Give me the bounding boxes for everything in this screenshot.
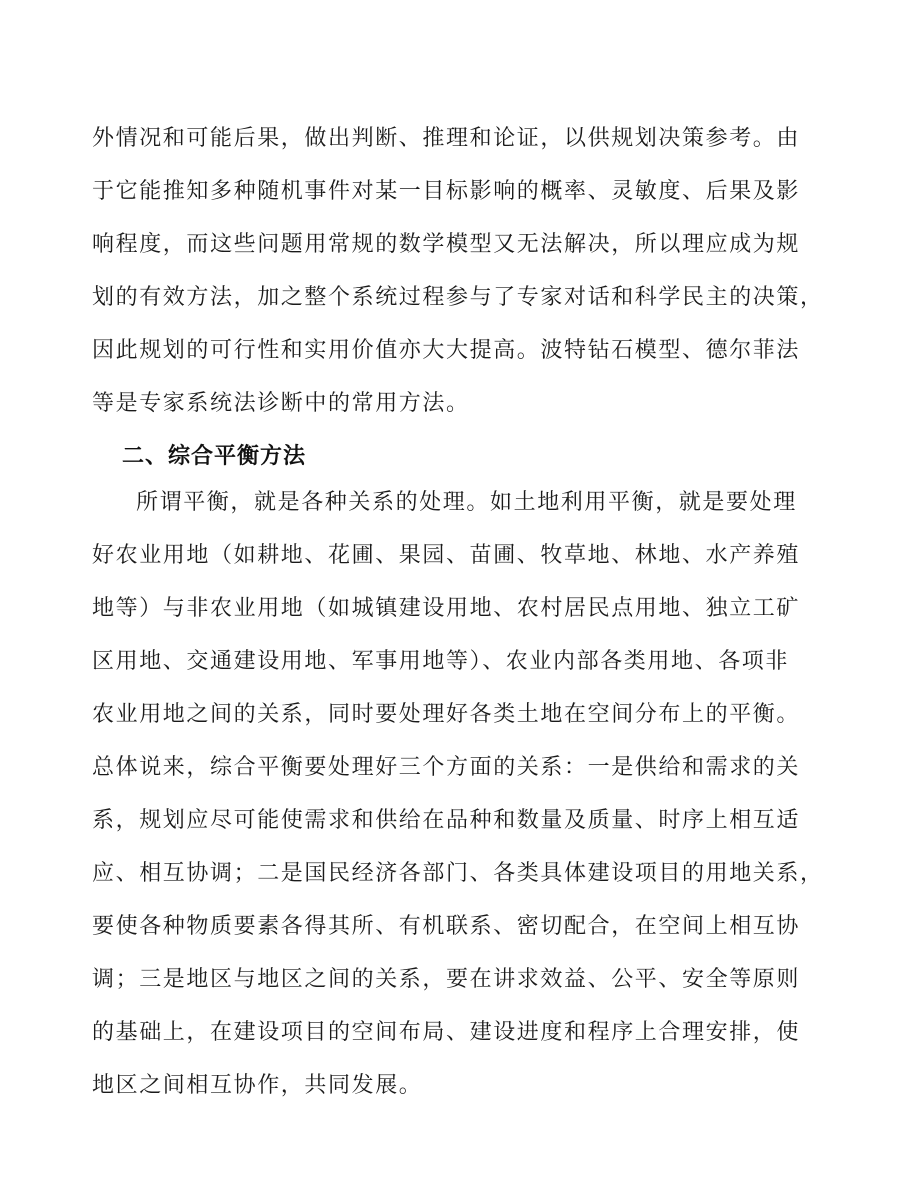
paragraph-1-line-6: 等是专家系统法诊断中的常用方法。 (92, 391, 470, 416)
paragraph-2-line-5: 农业用地之间的关系，同时要处理好各类土地在空间分布上的平衡。 (92, 702, 801, 727)
paragraph-1-line-5: 因此规划的可行性和实用价值亦大大提高。波特钻石模型、德尔菲法 (92, 338, 801, 363)
paragraph-2-line-12: 地区之间相互协作，共同发展。 (92, 1073, 423, 1098)
paragraph-1-line-3: 响程度，而这些问题用常规的数学模型又无法解决，所以理应成为规 (92, 232, 801, 257)
paragraph-1-line-1: 外情况和可能后果，做出判断、推理和论证，以供规划决策参考。由 (92, 126, 801, 151)
paragraph-1-line-4: 划的有效方法，加之整个系统过程参与了专家对话和科学民主的决策， (92, 285, 824, 310)
paragraph-2-line-11: 的基础上，在建设项目的空间布局、建设进度和程序上合理安排，使 (92, 1020, 801, 1045)
section-heading: 二、综合平衡方法 (122, 444, 307, 469)
paragraph-2-line-6: 总体说来，综合平衡要处理好三个方面的关系：一是供给和需求的关 (92, 755, 801, 780)
paragraph-2-line-3: 地等）与非农业用地（如城镇建设用地、农村居民点用地、独立工矿 (92, 596, 801, 621)
paragraph-2-line-7: 系，规划应尽可能使需求和供给在品种和数量及质量、时序上相互适 (92, 808, 801, 833)
paragraph-2-line-8: 应、相互协调；二是国民经济各部门、各类具体建设项目的用地关系， (92, 861, 824, 886)
paragraph-2-line-2: 好农业用地（如耕地、花圃、果园、苗圃、牧草地、林地、水产养殖 (92, 543, 801, 568)
paragraph-2-line-10: 调；三是地区与地区之间的关系，要在讲求效益、公平、安全等原则 (92, 967, 801, 992)
paragraph-2-line-1: 所谓平衡，就是各种关系的处理。如土地利用平衡，就是要处理 (136, 490, 797, 515)
paragraph-2-line-9: 要使各种物质要素各得其所、有机联系、密切配合，在空间上相互协 (92, 914, 801, 939)
paragraph-1-line-2: 于它能推知多种随机事件对某一目标影响的概率、灵敏度、后果及影 (92, 179, 801, 204)
paragraph-2-line-4: 区用地、交通建设用地、军事用地等）、农业内部各类用地、各项非 (92, 649, 790, 674)
